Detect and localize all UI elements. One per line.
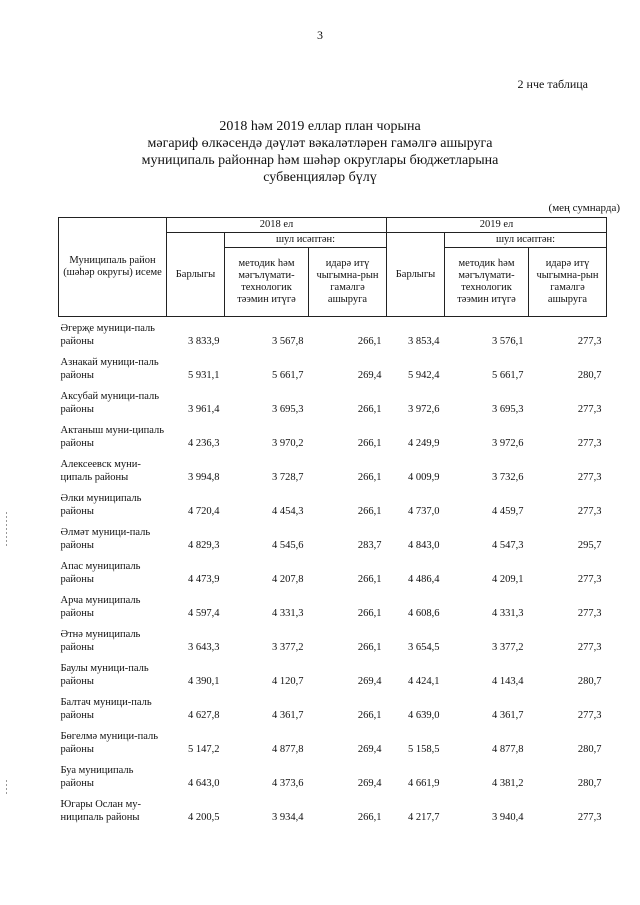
total-2019-cell: 4 486,4 — [408, 574, 440, 585]
subvention-table — [58, 217, 607, 827]
method-2018-cell: 3 567,8 — [272, 336, 304, 347]
table-row — [59, 385, 607, 419]
management-2018-cell: 266,1 — [357, 710, 382, 721]
total-2018-cell: 5 931,1 — [188, 370, 220, 381]
total-2018-cell: 4 236,3 — [188, 438, 220, 449]
total-2019-cell: 4 217,7 — [408, 812, 440, 823]
unit-label: (мең сумнарда) — [548, 202, 620, 214]
region-name-cell: Азнакай муници-паль районы — [60, 357, 159, 381]
total-2019-cell: 5 942,4 — [408, 370, 440, 381]
method-2019-cell: 4 143,4 — [492, 676, 524, 687]
method-2018-cell: 3 728,7 — [272, 472, 304, 483]
region-name-cell: Алексеевск муни-ципаль районы — [60, 459, 141, 483]
region-name-cell: Югары Ослан му-ниципаль районы — [60, 799, 141, 823]
table-row — [59, 589, 607, 623]
method-2018-cell: 4 207,8 — [272, 574, 304, 585]
management-2019-cell: 280,7 — [577, 370, 602, 381]
table-row — [59, 317, 607, 352]
total-2019-cell: 4 843,0 — [408, 540, 440, 551]
total-2019-cell: 4 424,1 — [408, 676, 440, 687]
method-2019-cell: 4 381,2 — [492, 778, 524, 789]
method-2019-cell: 3 972,6 — [492, 438, 524, 449]
method-2019-cell: 4 361,7 — [492, 710, 524, 721]
header-total-2018: Барлыгы — [167, 233, 225, 317]
method-2019-cell: 4 459,7 — [492, 506, 524, 517]
method-2018-cell: 5 661,7 — [272, 370, 304, 381]
management-2019-cell: 277,3 — [577, 506, 602, 517]
total-2019-cell: 3 972,6 — [408, 404, 440, 415]
method-2019-cell: 3 695,3 — [492, 404, 524, 415]
subvention-table-container — [58, 217, 606, 827]
table-row — [59, 691, 607, 725]
region-name-cell: Бөгелмә муници-паль районы — [60, 731, 159, 755]
method-2019-cell: 4 331,3 — [492, 608, 524, 619]
method-2018-cell: 3 695,3 — [272, 404, 304, 415]
management-2018-cell: 266,1 — [357, 472, 382, 483]
management-2019-cell: 277,3 — [577, 608, 602, 619]
header-region: Муниципаль район (шәһәр округы) исеме — [59, 218, 167, 317]
method-2018-cell: 3 934,4 — [272, 812, 304, 823]
region-name-cell: Баулы муници-паль районы — [60, 663, 149, 687]
total-2019-cell: 4 009,9 — [408, 472, 440, 483]
total-2018-cell: 3 643,3 — [188, 642, 220, 653]
table-header — [59, 218, 607, 317]
total-2019-cell: 4 737,0 — [408, 506, 440, 517]
total-2018-cell: 4 829,3 — [188, 540, 220, 551]
method-2019-cell: 3 377,2 — [492, 642, 524, 653]
method-2019-cell: 3 576,1 — [492, 336, 524, 347]
total-2018-cell: 5 147,2 — [188, 744, 220, 755]
region-name-cell: Буа муниципаль районы — [60, 765, 134, 789]
management-2018-cell: 269,4 — [357, 778, 382, 789]
region-name-cell: Арча муниципаль районы — [60, 595, 141, 619]
method-2018-cell: 4 545,6 — [272, 540, 304, 551]
management-2018-cell: 269,4 — [357, 370, 382, 381]
table-row — [59, 487, 607, 521]
title-line: мәгариф өлкәсендә дәүләт вәкаләтләрен гамәлгә ашыруга — [147, 136, 493, 151]
management-2018-cell: 266,1 — [357, 336, 382, 347]
management-2019-cell: 277,3 — [577, 642, 602, 653]
method-2019-cell: 4 209,1 — [492, 574, 524, 585]
management-2018-cell: 269,4 — [357, 744, 382, 755]
region-name-cell: Әлмәт муници-паль районы — [60, 527, 151, 551]
total-2018-cell: 4 720,4 — [188, 506, 220, 517]
table-row — [59, 521, 607, 555]
header-method-2018: методик һәм мәгълүмати-технологик тәэмин итүгә — [225, 248, 309, 317]
management-2018-cell: 266,1 — [357, 404, 382, 415]
total-2018-cell: 4 643,0 — [188, 778, 220, 789]
method-2018-cell: 3 377,2 — [272, 642, 304, 653]
management-2018-cell: 266,1 — [357, 812, 382, 823]
table-label: 2 нче таблица — [517, 77, 588, 91]
method-2019-cell: 3 940,4 — [492, 812, 524, 823]
total-2018-cell: 3 833,9 — [188, 336, 220, 347]
method-2018-cell: 4 120,7 — [272, 676, 304, 687]
region-name-cell: Аксубай муници-паль районы — [60, 391, 160, 415]
header-year-2018: 2018 ел — [167, 218, 387, 233]
total-2019-cell: 3 853,4 — [408, 336, 440, 347]
title-line: 2018 һәм 2019 еллар план чорына — [219, 119, 421, 134]
total-2019-cell: 3 654,5 — [408, 642, 440, 653]
document-title — [90, 118, 550, 186]
header-management-2019: идарә итү чыгымна-рын гамәлгә ашыруга — [529, 248, 607, 317]
method-2019-cell: 4 547,3 — [492, 540, 524, 551]
total-2018-cell: 4 200,5 — [188, 812, 220, 823]
method-2018-cell: 4 361,7 — [272, 710, 304, 721]
header-management-2018: идарә итү чыгымна-рын гамәлгә ашыруга — [309, 248, 387, 317]
management-2019-cell: 277,3 — [577, 336, 602, 347]
title-line: субвенцияләр бүлү — [263, 170, 377, 185]
region-name-cell: Актаныш муни-ципаль районы — [60, 425, 165, 449]
region-name-cell: Әгерҗе муници-паль районы — [60, 323, 155, 347]
method-2018-cell: 3 970,2 — [272, 438, 304, 449]
scan-mark — [6, 512, 7, 548]
header-including-2019: шул исәптән: — [445, 233, 607, 248]
method-2019-cell: 5 661,7 — [492, 370, 524, 381]
management-2018-cell: 266,1 — [357, 506, 382, 517]
title-line: муниципаль районнар һәм шәһәр округлары бюджетларына — [141, 153, 499, 168]
management-2018-cell: 266,1 — [357, 438, 382, 449]
management-2018-cell: 283,7 — [357, 540, 382, 551]
management-2019-cell: 277,3 — [577, 438, 602, 449]
table-row — [59, 759, 607, 793]
total-2018-cell: 3 994,8 — [188, 472, 220, 483]
table-row — [59, 793, 607, 827]
management-2018-cell: 269,4 — [357, 676, 382, 687]
table-row — [59, 623, 607, 657]
management-2019-cell: 277,3 — [577, 574, 602, 585]
total-2019-cell: 4 639,0 — [408, 710, 440, 721]
management-2019-cell: 277,3 — [577, 710, 602, 721]
method-2019-cell: 3 732,6 — [492, 472, 524, 483]
method-2018-cell: 4 877,8 — [272, 744, 304, 755]
table-row — [59, 419, 607, 453]
header-total-2019: Барлыгы — [387, 233, 445, 317]
management-2018-cell: 266,1 — [357, 642, 382, 653]
table-row — [59, 351, 607, 385]
management-2019-cell: 295,7 — [577, 540, 602, 551]
table-body — [59, 317, 607, 828]
total-2018-cell: 4 473,9 — [188, 574, 220, 585]
scan-mark — [6, 780, 7, 794]
management-2019-cell: 280,7 — [577, 744, 602, 755]
management-2019-cell: 277,3 — [577, 812, 602, 823]
page-number: 3 — [317, 28, 323, 42]
table-row — [59, 657, 607, 691]
region-name-cell: Әтнә муниципаль районы — [60, 629, 141, 653]
management-2019-cell: 277,3 — [577, 472, 602, 483]
total-2019-cell: 4 608,6 — [408, 608, 440, 619]
total-2018-cell: 4 597,4 — [188, 608, 220, 619]
management-2018-cell: 266,1 — [357, 574, 382, 585]
total-2018-cell: 4 627,8 — [188, 710, 220, 721]
management-2018-cell: 266,1 — [357, 608, 382, 619]
management-2019-cell: 277,3 — [577, 404, 602, 415]
total-2019-cell: 4 249,9 — [408, 438, 440, 449]
total-2019-cell: 4 661,9 — [408, 778, 440, 789]
total-2018-cell: 3 961,4 — [188, 404, 220, 415]
region-name-cell: Балтач муници-паль районы — [60, 697, 152, 721]
method-2018-cell: 4 373,6 — [272, 778, 304, 789]
method-2018-cell: 4 331,3 — [272, 608, 304, 619]
header-method-2019: методик һәм мәгълүмати-технологик тәэмин итүгә — [445, 248, 529, 317]
region-name-cell: Әлки муниципаль районы — [60, 493, 142, 517]
table-row — [59, 555, 607, 589]
management-2019-cell: 280,7 — [577, 676, 602, 687]
method-2018-cell: 4 454,3 — [272, 506, 304, 517]
header-year-2019: 2019 ел — [387, 218, 607, 233]
table-row — [59, 453, 607, 487]
header-including-2018: шул исәптән: — [225, 233, 387, 248]
total-2018-cell: 4 390,1 — [188, 676, 220, 687]
region-name-cell: Апас муниципаль районы — [60, 561, 141, 585]
method-2019-cell: 4 877,8 — [492, 744, 524, 755]
total-2019-cell: 5 158,5 — [408, 744, 440, 755]
table-row — [59, 725, 607, 759]
management-2019-cell: 280,7 — [577, 778, 602, 789]
